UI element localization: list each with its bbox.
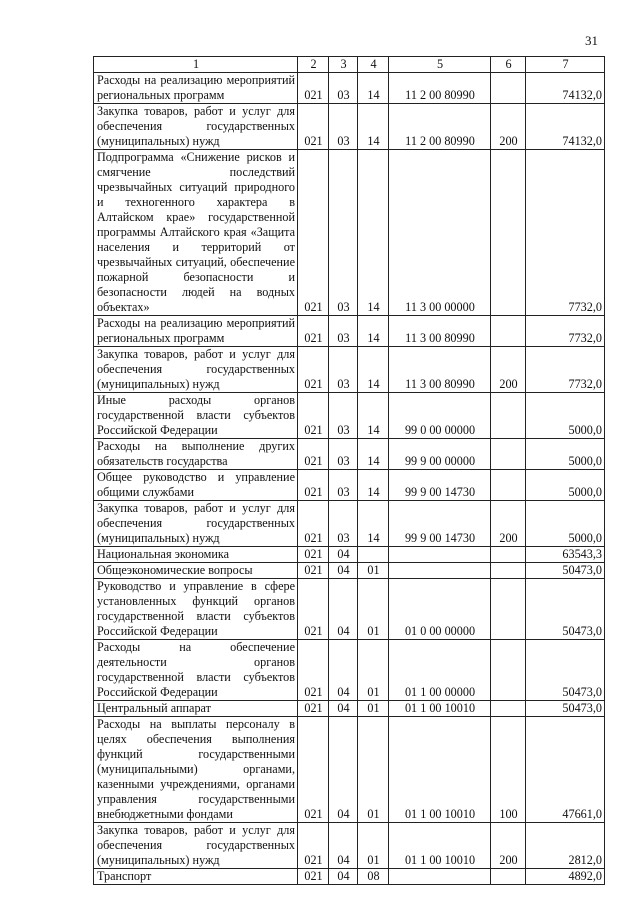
subsection-code: 01: [358, 823, 389, 869]
page-number: 31: [585, 33, 598, 48]
expense-type-code: [491, 150, 526, 316]
line-item-text: Расходы на обеспечение деятельности органов государственной власти субъектов Российской Федерации: [97, 640, 295, 699]
line-item-name: [94, 547, 298, 563]
amount: 50473,0: [526, 579, 605, 640]
expense-type-code: [491, 869, 526, 885]
target-article-code: 11 3 00 00000: [389, 150, 491, 316]
section-code: 03: [329, 316, 358, 347]
line-item-text: Закупка товаров, работ и услуг для обеспечения государственных (муниципальных) нужд: [97, 501, 295, 545]
target-article-code: 99 0 00 00000: [389, 393, 491, 439]
line-item-text: Закупка товаров, работ и услуг для обеспечения государственных (муниципальных) нужд: [97, 823, 295, 867]
expense-type-code: [491, 470, 526, 501]
subsection-code: 08: [358, 869, 389, 885]
amount: 7732,0: [526, 316, 605, 347]
line-item-name: [94, 393, 298, 439]
column-number: 2: [298, 57, 329, 73]
ministry-code: 021: [298, 579, 329, 640]
column-number: 4: [358, 57, 389, 73]
ministry-code: 021: [298, 869, 329, 885]
section-code: 03: [329, 470, 358, 501]
table-row: [94, 501, 605, 547]
subsection-code: 01: [358, 717, 389, 823]
column-number: 7: [526, 57, 605, 73]
line-item-name: [94, 316, 298, 347]
ministry-code: 021: [298, 717, 329, 823]
section-code: 04: [329, 717, 358, 823]
subsection-code: 14: [358, 104, 389, 150]
table-row: [94, 869, 605, 885]
section-code: 04: [329, 563, 358, 579]
line-item-name: [94, 470, 298, 501]
expense-type-code: [491, 393, 526, 439]
subsection-code: 01: [358, 579, 389, 640]
line-item-name: [94, 501, 298, 547]
expense-type-code: 100: [491, 717, 526, 823]
ministry-code: 021: [298, 150, 329, 316]
table-row: [94, 347, 605, 393]
expense-type-code: [491, 439, 526, 470]
line-item-name: [94, 717, 298, 823]
subsection-code: 01: [358, 640, 389, 701]
line-item-text: Центральный аппарат: [97, 701, 211, 715]
target-article-code: [389, 563, 491, 579]
subsection-code: 14: [358, 393, 389, 439]
line-item-text: Транспорт: [97, 869, 152, 883]
section-code: 04: [329, 869, 358, 885]
amount: 50473,0: [526, 701, 605, 717]
ministry-code: 021: [298, 501, 329, 547]
expense-type-code: [491, 563, 526, 579]
table-row: [94, 547, 605, 563]
table-row: [94, 579, 605, 640]
amount: 50473,0: [526, 563, 605, 579]
column-number: 5: [389, 57, 491, 73]
target-article-code: [389, 547, 491, 563]
section-code: 04: [329, 579, 358, 640]
line-item-text: Расходы на выполнение других обязательств государства: [97, 439, 295, 468]
line-item-name: [94, 579, 298, 640]
ministry-code: 021: [298, 439, 329, 470]
target-article-code: 99 9 00 14730: [389, 470, 491, 501]
line-item-text: Закупка товаров, работ и услуг для обеспечения государственных (муниципальных) нужд: [97, 104, 295, 148]
budget-table-body: [94, 57, 605, 885]
line-item-text: Общее руководство и управление общими службами: [97, 470, 295, 499]
section-code: 03: [329, 439, 358, 470]
amount: 50473,0: [526, 640, 605, 701]
ministry-code: 021: [298, 563, 329, 579]
line-item-text: Расходы на выплаты персоналу в целях обеспечения выполнения функций государственными (муниципальными) органами, казенными учреждениями, органами управления государственными внебюджетными фондами: [97, 717, 295, 821]
section-code: 03: [329, 501, 358, 547]
table-row: [94, 563, 605, 579]
target-article-code: 01 1 00 10010: [389, 717, 491, 823]
line-item-name: [94, 701, 298, 717]
expense-type-code: [491, 547, 526, 563]
table-row: [94, 640, 605, 701]
line-item-text: Расходы на реализацию мероприятий региональных программ: [97, 73, 295, 102]
line-item-text: Подпрограмма «Снижение рисков и смягчение последствий чрезвычайных ситуаций природного и техногенного характера в Алтайском крае» государственной программы Алтайского края «Защита населения и территорий от чрезвычайных ситуаций, обеспечение пожарной безопасности и безопасности людей на водных объектах»: [97, 150, 295, 314]
column-number: 6: [491, 57, 526, 73]
amount: 4892,0: [526, 869, 605, 885]
section-code: 04: [329, 640, 358, 701]
target-article-code: [389, 869, 491, 885]
expense-type-code: [491, 579, 526, 640]
ministry-code: 021: [298, 347, 329, 393]
line-item-text: Общеэкономические вопросы: [97, 563, 253, 577]
line-item-name: [94, 73, 298, 104]
expense-type-code: [491, 640, 526, 701]
ministry-code: 021: [298, 547, 329, 563]
table-row: [94, 717, 605, 823]
target-article-code: 01 1 00 10010: [389, 701, 491, 717]
column-number-row: [94, 57, 605, 73]
section-code: 04: [329, 547, 358, 563]
subsection-code: 14: [358, 439, 389, 470]
table-row: [94, 73, 605, 104]
amount: 74132,0: [526, 104, 605, 150]
amount: 2812,0: [526, 823, 605, 869]
column-number: 1: [94, 57, 298, 73]
table-row: [94, 823, 605, 869]
expense-type-code: 200: [491, 347, 526, 393]
ministry-code: 021: [298, 470, 329, 501]
table-row: [94, 150, 605, 316]
line-item-text: Руководство и управление в сфере установленных функций органов государственной власти субъектов Российской Федерации: [97, 579, 295, 638]
table-row: [94, 470, 605, 501]
amount: 5000,0: [526, 393, 605, 439]
line-item-text: Расходы на реализацию мероприятий региональных программ: [97, 316, 295, 345]
subsection-code: 14: [358, 501, 389, 547]
amount: 5000,0: [526, 501, 605, 547]
amount: 7732,0: [526, 347, 605, 393]
expense-type-code: 200: [491, 104, 526, 150]
table-row: [94, 393, 605, 439]
subsection-code: 01: [358, 701, 389, 717]
expense-type-code: 200: [491, 501, 526, 547]
ministry-code: 021: [298, 701, 329, 717]
table-row: [94, 439, 605, 470]
subsection-code: [358, 547, 389, 563]
budget-table: [93, 56, 605, 885]
section-code: 03: [329, 347, 358, 393]
section-code: 03: [329, 73, 358, 104]
line-item-text: Закупка товаров, работ и услуг для обеспечения государственных (муниципальных) нужд: [97, 347, 295, 391]
amount: 63543,3: [526, 547, 605, 563]
line-item-name: [94, 823, 298, 869]
amount: 5000,0: [526, 439, 605, 470]
subsection-code: 14: [358, 347, 389, 393]
target-article-code: 01 0 00 00000: [389, 579, 491, 640]
ministry-code: 021: [298, 393, 329, 439]
section-code: 03: [329, 104, 358, 150]
table-row: [94, 316, 605, 347]
target-article-code: 99 9 00 14730: [389, 501, 491, 547]
line-item-name: [94, 150, 298, 316]
target-article-code: 11 2 00 80990: [389, 73, 491, 104]
table-row: [94, 701, 605, 717]
subsection-code: 01: [358, 563, 389, 579]
target-article-code: 11 2 00 80990: [389, 104, 491, 150]
target-article-code: 01 1 00 00000: [389, 640, 491, 701]
ministry-code: 021: [298, 73, 329, 104]
line-item-text: Иные расходы органов государственной власти субъектов Российской Федерации: [97, 393, 295, 437]
expense-type-code: 200: [491, 823, 526, 869]
section-code: 04: [329, 701, 358, 717]
target-article-code: 11 3 00 80990: [389, 316, 491, 347]
target-article-code: 99 9 00 00000: [389, 439, 491, 470]
line-item-name: [94, 563, 298, 579]
section-code: 03: [329, 150, 358, 316]
column-number: 3: [329, 57, 358, 73]
amount: 5000,0: [526, 470, 605, 501]
amount: 7732,0: [526, 150, 605, 316]
line-item-text: Национальная экономика: [97, 547, 230, 561]
ministry-code: 021: [298, 104, 329, 150]
line-item-name: [94, 869, 298, 885]
line-item-name: [94, 104, 298, 150]
line-item-name: [94, 640, 298, 701]
ministry-code: 021: [298, 640, 329, 701]
line-item-name: [94, 347, 298, 393]
table-row: [94, 104, 605, 150]
expense-type-code: [491, 316, 526, 347]
amount: 74132,0: [526, 73, 605, 104]
target-article-code: 11 3 00 80990: [389, 347, 491, 393]
ministry-code: 021: [298, 316, 329, 347]
subsection-code: 14: [358, 470, 389, 501]
ministry-code: 021: [298, 823, 329, 869]
line-item-name: [94, 439, 298, 470]
amount: 47661,0: [526, 717, 605, 823]
expense-type-code: [491, 73, 526, 104]
section-code: 04: [329, 823, 358, 869]
subsection-code: 14: [358, 316, 389, 347]
target-article-code: 01 1 00 10010: [389, 823, 491, 869]
subsection-code: 14: [358, 150, 389, 316]
section-code: 03: [329, 393, 358, 439]
expense-type-code: [491, 701, 526, 717]
subsection-code: 14: [358, 73, 389, 104]
